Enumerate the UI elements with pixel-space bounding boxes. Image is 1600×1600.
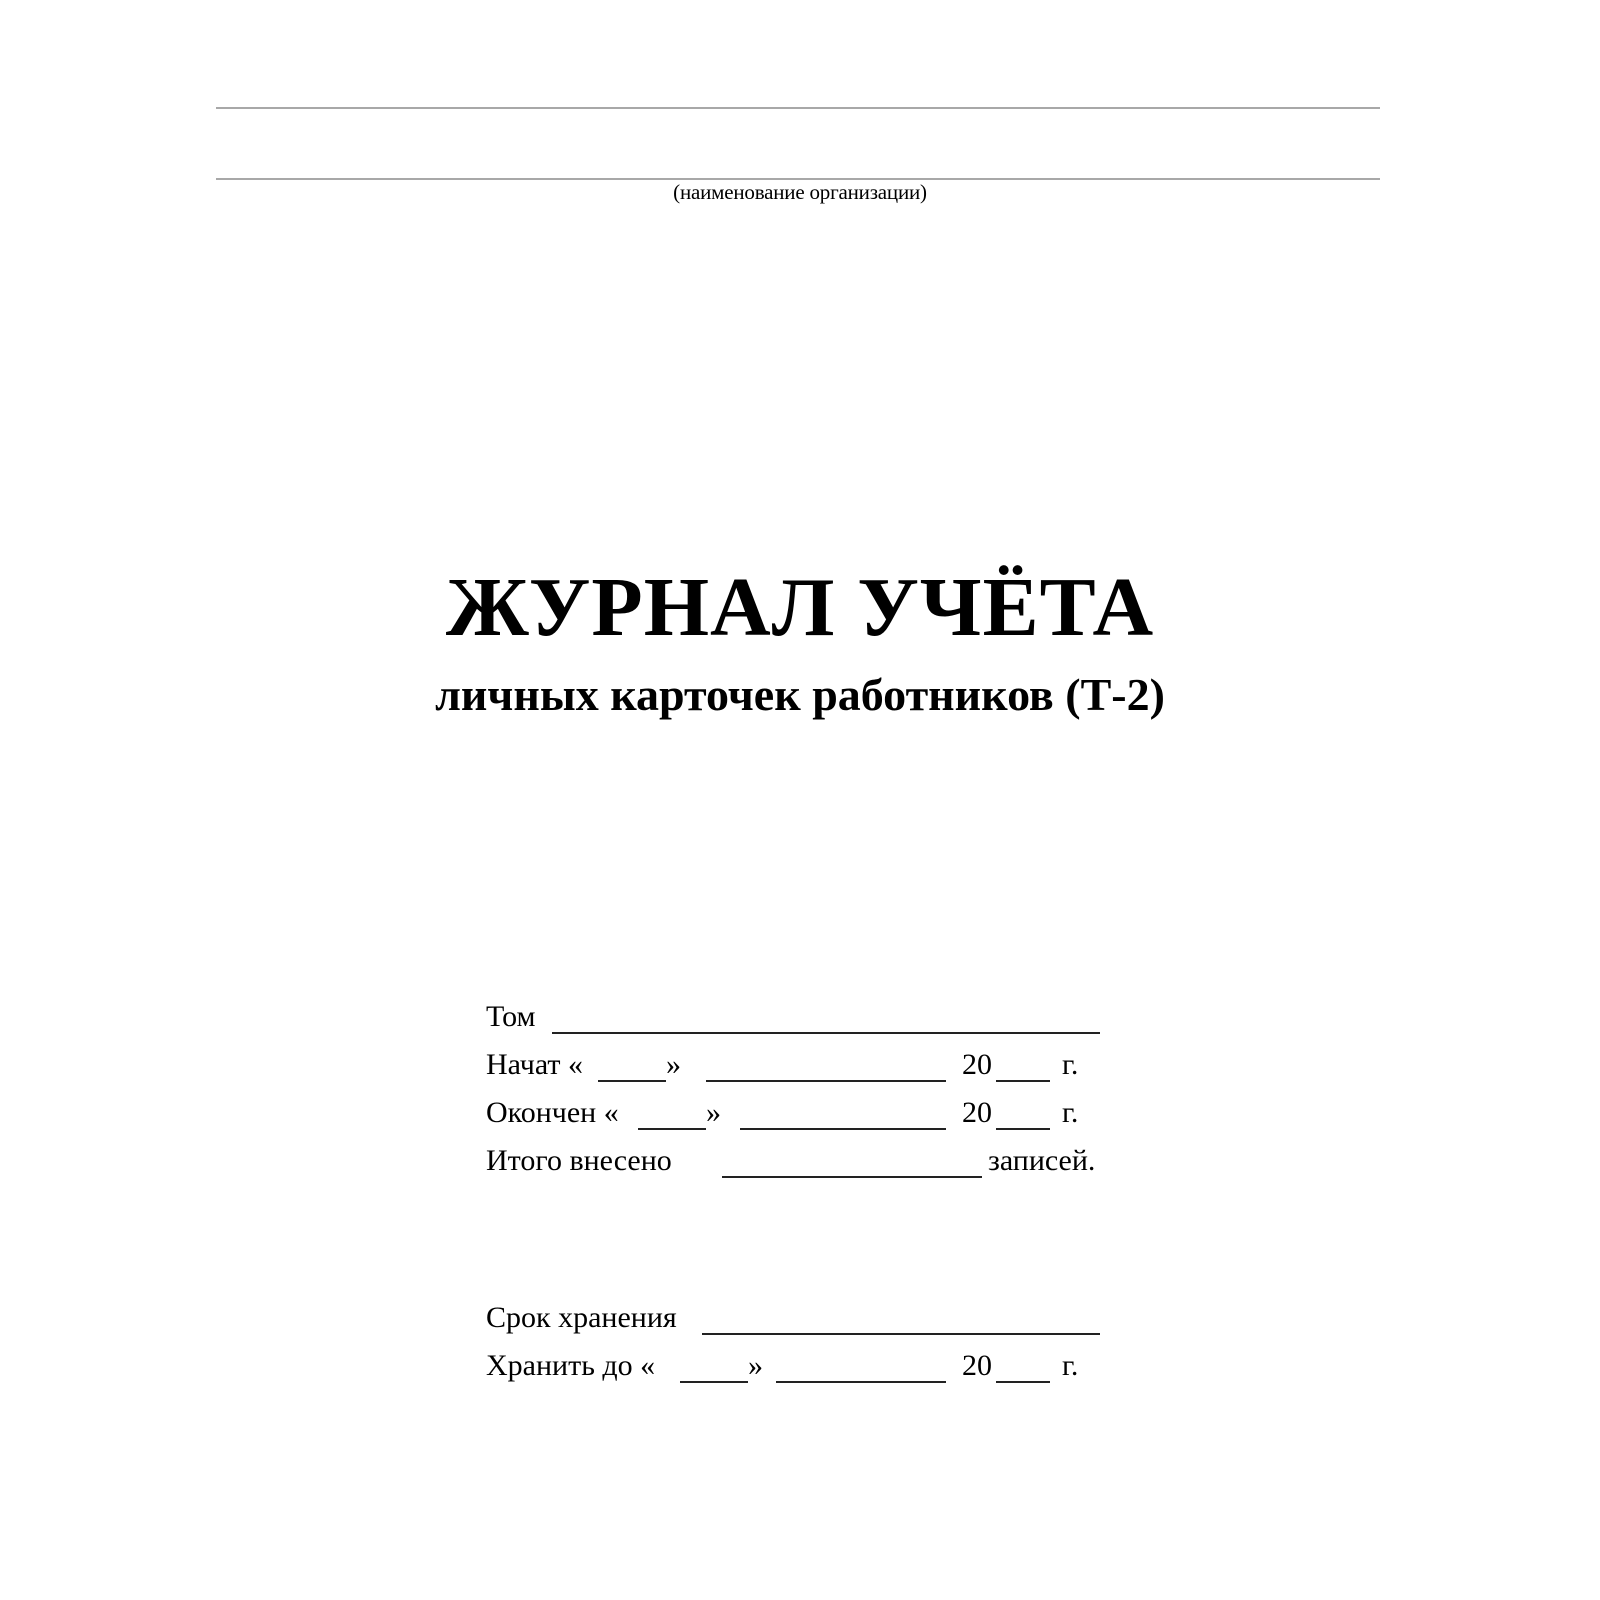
page-subtitle: личных карточек работников (Т-2) [435,669,1165,720]
keep-until-year-suffix: г. [1062,1349,1079,1382]
retention-label: Срок хранения [486,1301,677,1334]
started-year-field[interactable] [996,1080,1050,1082]
finished-label: Окончен « [486,1096,619,1129]
total-records-field[interactable] [722,1176,982,1178]
finished-quote-close: » [706,1096,721,1129]
started-day-field[interactable] [598,1080,666,1082]
keep-until-label: Хранить до « [486,1349,656,1382]
finished-month-field[interactable] [740,1128,946,1130]
finished-day-field[interactable] [638,1128,706,1130]
total-suffix: записей. [988,1144,1096,1177]
started-quote-close: » [666,1048,681,1081]
started-label: Начат « [486,1048,584,1081]
keep-until-year-prefix: 20 [962,1349,992,1382]
volume-label: Том [486,1000,536,1033]
total-label: Итого внесено [486,1144,672,1177]
finished-year-field[interactable] [996,1128,1050,1130]
volume-field[interactable] [552,1032,1100,1034]
page-title: ЖУРНАЛ УЧЁТА [445,561,1155,654]
finished-year-suffix: г. [1062,1096,1079,1129]
started-month-field[interactable] [706,1080,946,1082]
started-year-suffix: г. [1062,1048,1079,1081]
started-year-prefix: 20 [962,1048,992,1081]
keep-until-month-field[interactable] [776,1381,946,1383]
keep-until-quote-close: » [748,1349,763,1382]
retention-field[interactable] [702,1333,1100,1335]
org-name-caption: (наименование организации) [673,180,927,204]
finished-year-prefix: 20 [962,1096,992,1129]
org-name-line-top[interactable] [216,107,1380,109]
keep-until-year-field[interactable] [996,1381,1050,1383]
keep-until-day-field[interactable] [680,1381,748,1383]
